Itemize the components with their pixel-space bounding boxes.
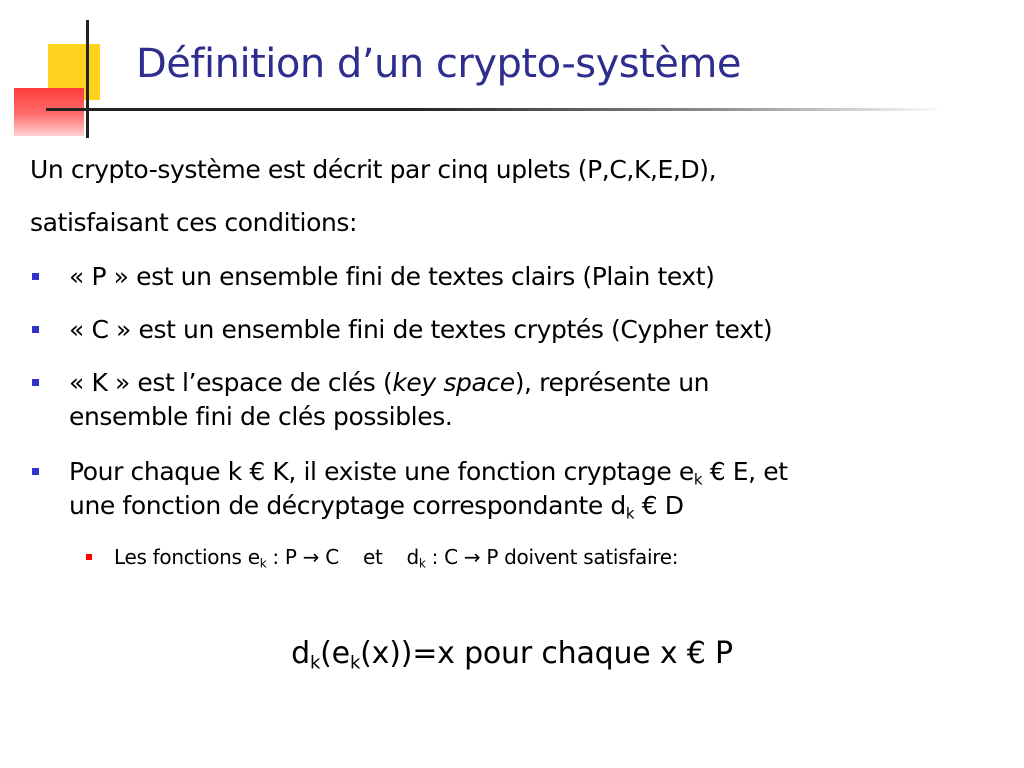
sub-bullet-conditions xyxy=(86,544,986,570)
bullet-line-1 xyxy=(69,455,990,489)
bullet-marker-icon xyxy=(32,326,39,333)
text-fragment: d xyxy=(406,545,419,569)
slide-title: Définition d’un crypto-système xyxy=(136,41,741,87)
subscript: k xyxy=(349,652,361,674)
formula xyxy=(0,636,1024,674)
bullet-text-italic: key space xyxy=(392,368,515,397)
decor-red-square xyxy=(14,88,84,136)
text-fragment: d xyxy=(291,636,310,671)
bullet-line-2: ensemble fini de clés possibles. xyxy=(69,401,453,431)
subscript: k xyxy=(625,504,635,523)
text-fragment: € D xyxy=(634,490,684,520)
text-fragment: une fonction de décryptage correspondante d xyxy=(69,490,626,520)
bullet-text-part2: ), représente un xyxy=(514,368,710,397)
text-fragment: (x))=x pour chaque x € P xyxy=(360,636,733,671)
intro-line-2: satisfaisant ces conditions: xyxy=(30,208,358,237)
bullet-keyspace xyxy=(30,366,990,434)
bullet-plaintext xyxy=(30,260,990,294)
bullet-text: « P » est un ensemble fini de textes clairs (Plain text) xyxy=(69,262,715,291)
bullet-line-1 xyxy=(69,366,990,400)
intro-line-1: Un crypto-système est décrit par cinq uplets (P,C,K,E,D), xyxy=(30,155,717,184)
bullet-marker-icon xyxy=(32,468,39,475)
text-fragment: € E, et xyxy=(702,457,788,486)
subscript: k xyxy=(418,556,426,571)
bullet-marker-icon xyxy=(32,379,39,386)
text-fragment: Pour chaque k € K, il existe une fonction cryptage e xyxy=(69,457,694,486)
bullet-marker-icon xyxy=(32,273,39,280)
bullet-cyphertext xyxy=(30,313,990,347)
subscript: k xyxy=(259,556,267,571)
decor-vertical-rule xyxy=(86,20,89,138)
subscript: k xyxy=(309,652,321,674)
sub-bullet-marker-icon xyxy=(86,554,92,560)
bullet-text-part1: « K » est l’espace de clés ( xyxy=(69,368,393,397)
bullet-line-2 xyxy=(69,489,990,523)
bullet-text: « C » est un ensemble fini de textes cryptés (Cypher text) xyxy=(69,315,773,344)
text-fragment: : C → P doivent satisfaire: xyxy=(425,545,679,569)
text-fragment: (e xyxy=(320,636,350,671)
decor-horizontal-rule xyxy=(46,108,946,111)
subscript: k xyxy=(693,470,703,489)
bullet-functions xyxy=(30,455,990,523)
text-fragment: et xyxy=(362,545,383,569)
text-fragment: Les fonctions e xyxy=(114,545,260,569)
text-fragment: : P → C xyxy=(266,545,339,569)
